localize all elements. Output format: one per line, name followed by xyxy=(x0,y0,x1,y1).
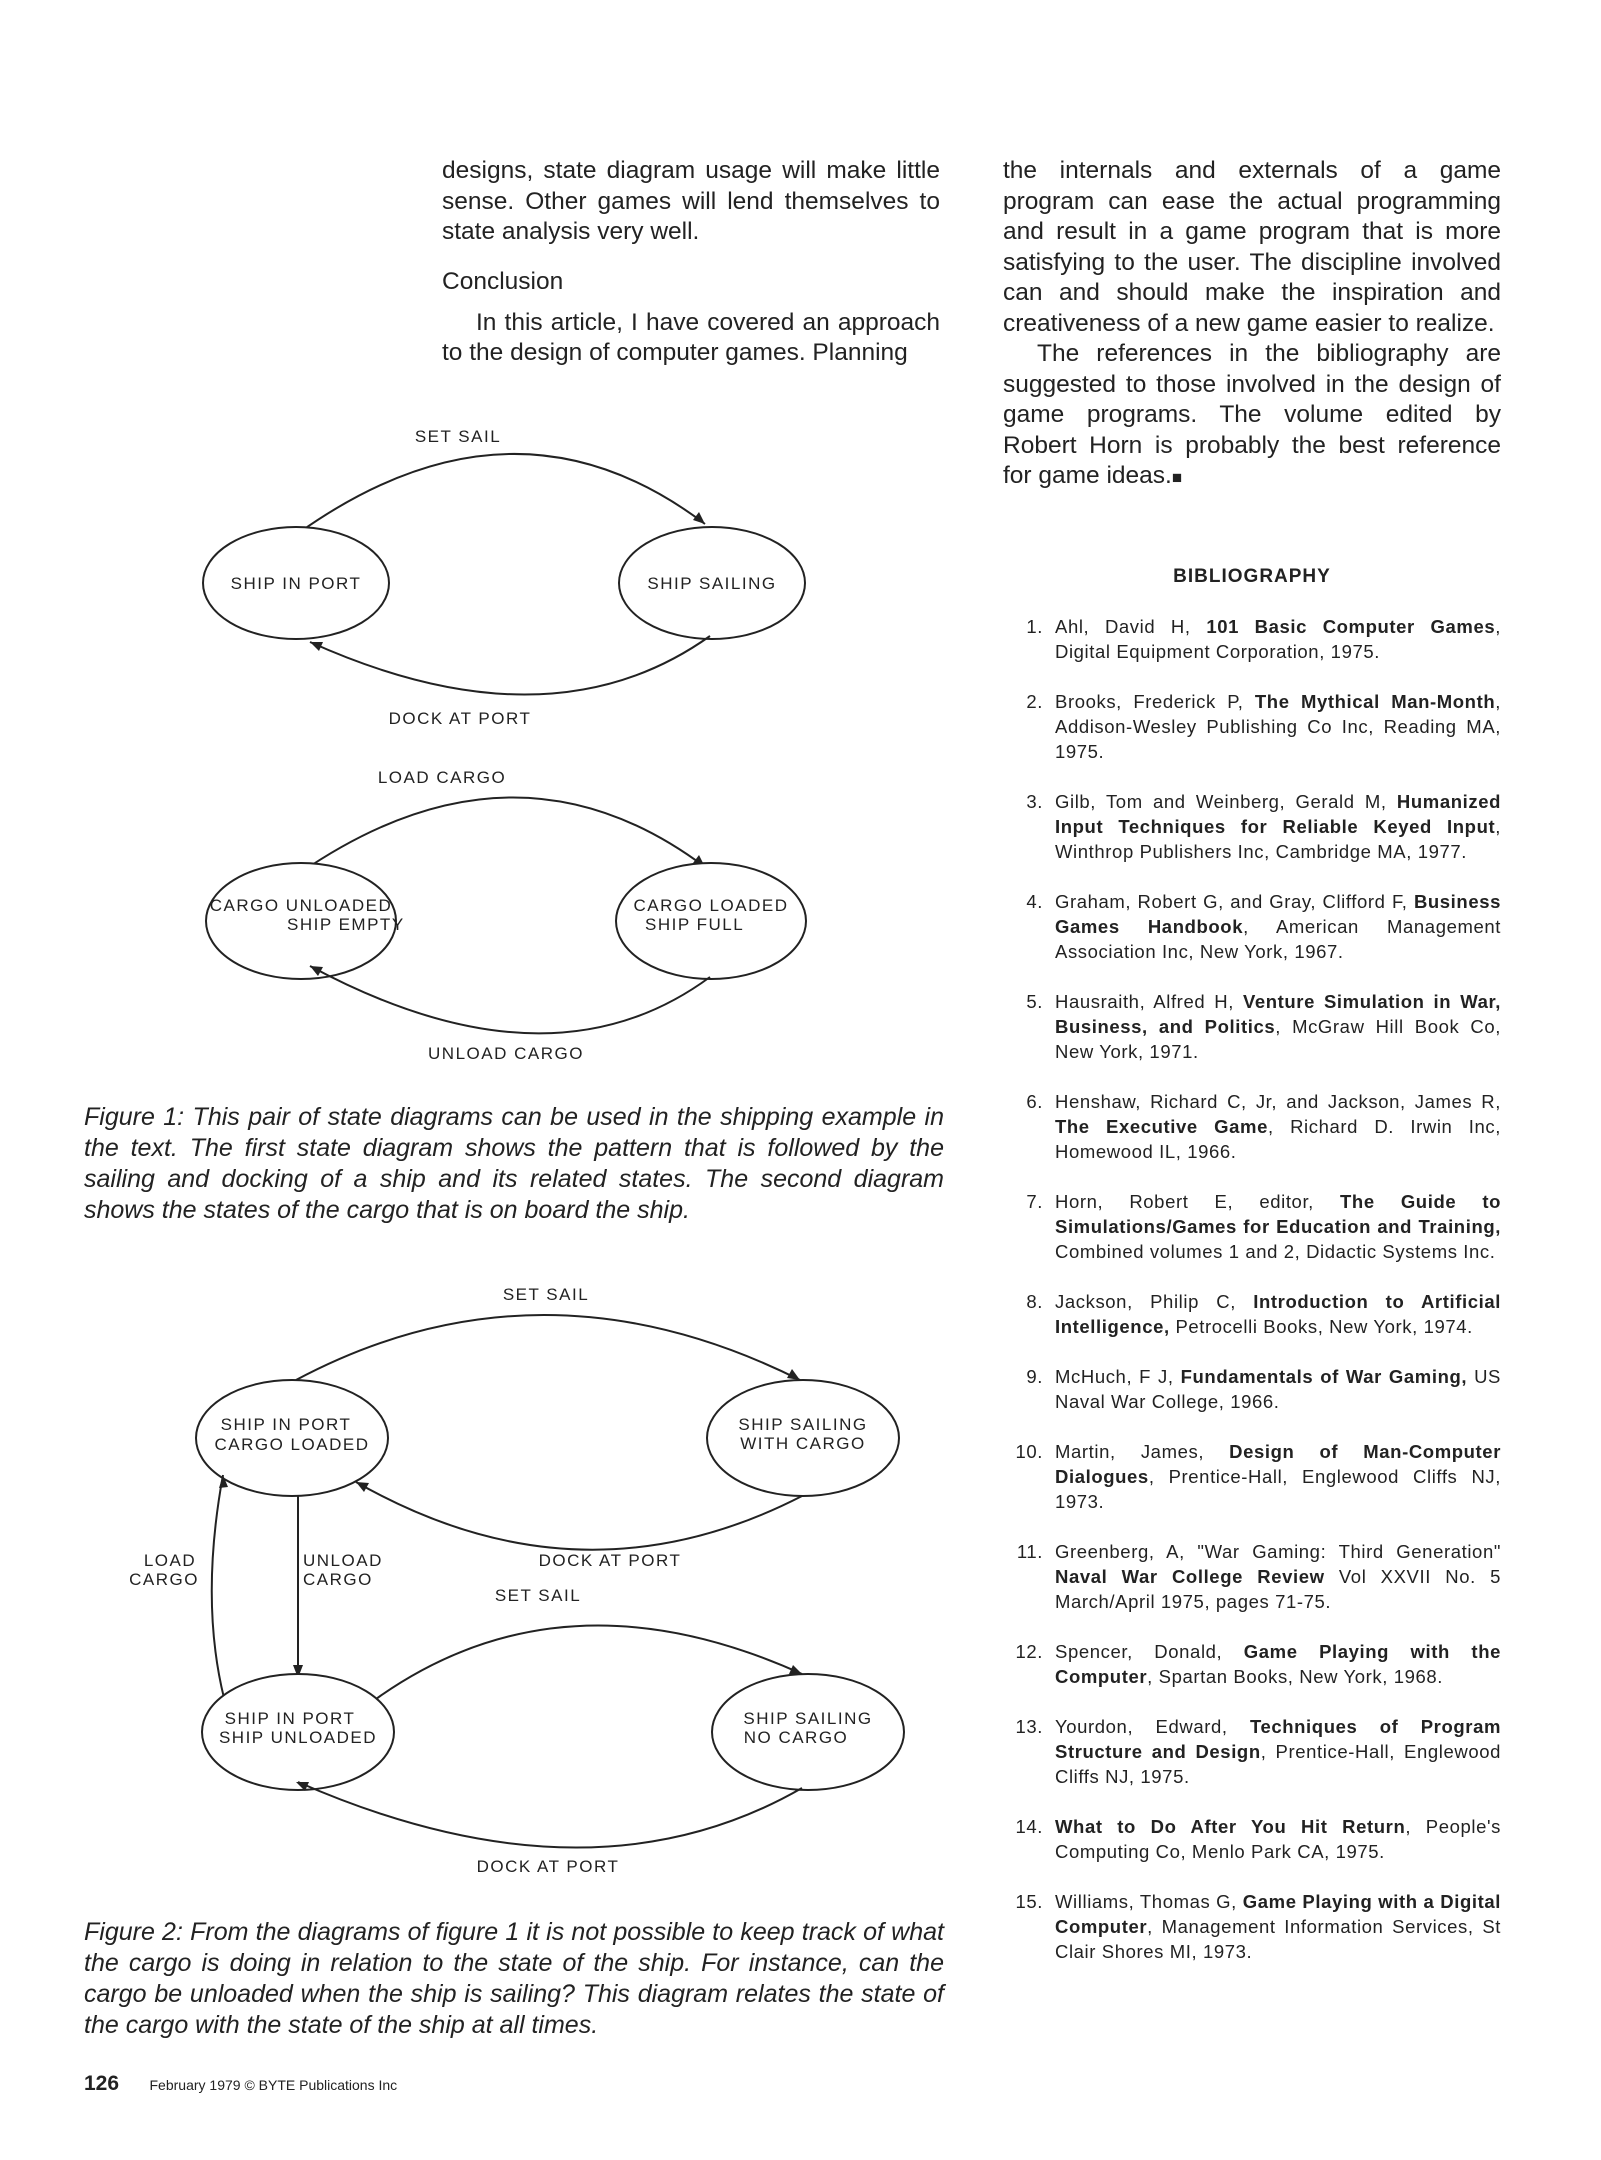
bibliography-entry-publisher: US Naval War College, 1966. xyxy=(1055,1366,1501,1412)
set-sail-arrowhead xyxy=(693,512,705,524)
left-paragraph-2: In this article, I have covered an approach to the design of computer games. Planning xyxy=(442,308,940,366)
figure1-diagram-cargo xyxy=(190,755,830,1075)
bibliography-entry xyxy=(1003,889,1501,964)
bibliography-entry-publisher: , Richard D. Irwin Inc, Homewood IL, 1966. xyxy=(1055,1116,1502,1162)
bibliography-entry-title: Game Playing with a Digital Computer xyxy=(1055,1891,1501,1937)
bibliography-list xyxy=(1003,614,1501,1989)
fig2-dock-upper-arrow xyxy=(356,1482,802,1550)
bibliography-entry-publisher: , Prentice-Hall, Englewood Cliffs NJ, 1975. xyxy=(1055,1741,1501,1787)
state-sailing-with-cargo-line1: SHIP SAILING xyxy=(738,1415,868,1434)
bibliography-entry-number: 5. xyxy=(1026,991,1043,1012)
bibliography-entry xyxy=(1003,1364,1501,1414)
bibliography-entry-publisher: , Prentice-Hall, Englewood Cliffs NJ, 1973. xyxy=(1055,1466,1501,1512)
bibliography-entry-number: 2. xyxy=(1026,691,1043,712)
bibliography-entry-publisher: Combined volumes 1 and 2, Didactic Systems Inc. xyxy=(1055,1241,1496,1262)
bibliography-entry xyxy=(1003,1439,1501,1514)
bibliography-entry-author: Spencer, Donald, xyxy=(1055,1641,1244,1662)
bibliography-entry-title: 101 Basic Computer Games xyxy=(1206,616,1496,637)
bibliography-entry-title: Humanized Input Techniques for Reliable Keyed Input xyxy=(1055,791,1501,837)
bibliography-entry-title: Fundamentals of War Gaming, xyxy=(1180,1366,1468,1387)
bibliography-entry-title: Introduction to Artificial Intelligence, xyxy=(1055,1291,1501,1337)
bibliography-entry-number: 1. xyxy=(1026,616,1043,637)
fig2-set-sail-top-arrowhead xyxy=(787,1369,800,1380)
bibliography-entry-number: 12. xyxy=(1015,1641,1043,1662)
state-cargo-loaded-line2: SHIP FULL xyxy=(645,915,745,934)
bibliography-entry-author: Graham, Robert G, and Gray, Clifford F, xyxy=(1055,891,1414,912)
bibliography-entry-number: 6. xyxy=(1026,1091,1043,1112)
bibliography-entry-number: 8. xyxy=(1026,1291,1043,1312)
bibliography-entry-title: The Executive Game xyxy=(1055,1116,1268,1137)
bibliography-entry-publisher: , McGraw Hill Book Co, New York, 1971. xyxy=(1055,1016,1501,1062)
bibliography-entry-publisher: , Winthrop Publishers Inc, Cambridge MA, 1977. xyxy=(1055,816,1501,862)
bibliography-entry-title: Naval War College Review xyxy=(1055,1566,1325,1587)
bibliography-entry xyxy=(1003,789,1501,864)
bibliography-entry xyxy=(1003,1814,1501,1864)
state-sailing-no-cargo-line1: SHIP SAILING xyxy=(743,1709,873,1728)
bibliography-entry-title: Design of Man-Computer Dialogues xyxy=(1055,1441,1501,1487)
set-sail-arrow xyxy=(300,454,705,532)
state-sailing-no-cargo-line2: NO CARGO xyxy=(743,1728,849,1747)
fig2-load-label-1: LOAD xyxy=(143,1551,197,1570)
fig2-unload-label-2: CARGO xyxy=(303,1570,373,1589)
state-port-loaded-line1: SHIP IN PORT xyxy=(220,1415,352,1434)
bibliography-entry-title: Game Playing with the Computer xyxy=(1055,1641,1501,1687)
bibliography-entry-title: Venture Simulation in War, Business, and Politics xyxy=(1055,991,1501,1037)
bibliography-entry-author: Horn, Robert E, editor, xyxy=(1055,1191,1341,1212)
bibliography-entry xyxy=(1003,1714,1501,1789)
bibliography-entry-number: 10. xyxy=(1015,1441,1043,1462)
bibliography-entry-author: Greenberg, A, "War Gaming: Third Generation" xyxy=(1055,1541,1501,1562)
state-sailing-with-cargo-line2: WITH CARGO xyxy=(740,1434,866,1453)
bibliography-title: BIBLIOGRAPHY xyxy=(1173,566,1331,587)
bibliography-entry xyxy=(1003,689,1501,764)
bibliography-entry-publisher: , American Management Association Inc, New York, 1967. xyxy=(1055,916,1502,962)
end-mark: ■ xyxy=(1171,468,1183,487)
bibliography-entry-author: Hausraith, Alfred H, xyxy=(1055,991,1243,1012)
bibliography-entry-author: Gilb, Tom and Weinberg, Gerald M, xyxy=(1055,791,1397,812)
page-number: 126 xyxy=(84,2072,120,2095)
page-footer xyxy=(84,2072,397,2096)
load-cargo-arrow xyxy=(300,797,705,873)
bibliography-entry-title: The Guide to Simulations/Games for Education and Training, xyxy=(1055,1191,1501,1237)
bibliography-entry xyxy=(1003,1539,1501,1614)
fig2-load-cargo-arrow xyxy=(212,1475,224,1698)
unload-cargo-label: UNLOAD CARGO xyxy=(428,1044,584,1063)
bibliography-entry-title: Business Games Handbook xyxy=(1055,891,1501,937)
bibliography-entry-publisher: , Addison-Wesley Publishing Co Inc, Reading MA, 1975. xyxy=(1055,691,1501,762)
bibliography-entry-author: Ahl, David H, xyxy=(1055,616,1207,637)
fig2-dock-upper-arrowhead xyxy=(356,1482,369,1492)
state-port-unloaded-line2: SHIP UNLOADED xyxy=(218,1728,378,1747)
unload-cargo-arrow xyxy=(310,966,710,1033)
fig2-set-sail-lower-label: SET SAIL xyxy=(494,1586,582,1605)
fig2-load-label-2: CARGO xyxy=(129,1570,199,1589)
bibliography-entry-number: 14. xyxy=(1015,1816,1043,1837)
state-ship-in-port-label: SHIP IN PORT xyxy=(230,574,362,593)
bibliography-entry xyxy=(1003,1289,1501,1339)
right-paragraph-2-text: The references in the bibliography are suggested to those involved in the design of game programs. The volume edited by Robert Horn is probably the best reference for game ideas. xyxy=(1003,340,1501,489)
footer-publication: February 1979 © BYTE Publications Inc xyxy=(149,2077,398,2093)
bibliography-entry-publisher: , Spartan Books, New York, 1968. xyxy=(1147,1666,1444,1687)
bibliography-entry-author: Martin, James, xyxy=(1055,1441,1230,1462)
bibliography-entry xyxy=(1003,989,1501,1064)
bibliography-entry-author: Williams, Thomas G, xyxy=(1055,1891,1243,1912)
fig2-dock-upper-label: DOCK AT PORT xyxy=(538,1551,682,1570)
state-cargo-unloaded-line2: SHIP EMPTY xyxy=(287,915,405,934)
fig2-unload-label-1: UNLOAD xyxy=(303,1551,383,1570)
set-sail-label: SET SAIL xyxy=(414,427,502,446)
bibliography-entry-publisher: , Digital Equipment Corporation, 1975. xyxy=(1055,616,1501,662)
bibliography-entry-number: 13. xyxy=(1015,1716,1043,1737)
bibliography-entry-author: Yourdon, Edward, xyxy=(1055,1716,1250,1737)
figure1-caption: Figure 1: This pair of state diagrams can be used in the shipping example in the text. The first state diagram shows the pattern that is followed by the sailing and docking of a ship and its related states. The second diagram shows the states of the cargo that is on board the ship. xyxy=(84,1103,944,1224)
fig2-dock-lower-label: DOCK AT PORT xyxy=(476,1857,620,1876)
bibliography-entry-number: 11. xyxy=(1016,1541,1043,1562)
load-cargo-label: LOAD CARGO xyxy=(377,768,507,787)
bibliography-entry xyxy=(1003,1189,1501,1264)
state-port-loaded-line2: CARGO LOADED xyxy=(214,1435,370,1454)
bibliography-entry xyxy=(1003,1639,1501,1689)
figure1-diagram-ship xyxy=(190,420,830,740)
bibliography-entry-number: 3. xyxy=(1026,791,1043,812)
bibliography-entry-publisher: , Management Information Services, St Clair Shores MI, 1973. xyxy=(1055,1916,1501,1962)
state-cargo-loaded-line1: CARGO LOADED xyxy=(633,896,789,915)
right-column xyxy=(1003,156,1501,494)
bibliography-entry-author: McHuch, F J, xyxy=(1055,1366,1181,1387)
bibliography-entry-title: Techniques of Program Structure and Design xyxy=(1055,1716,1502,1762)
bibliography-entry-author: Jackson, Philip C, xyxy=(1055,1291,1254,1312)
bibliography-entry-number: 9. xyxy=(1026,1366,1043,1387)
conclusion-heading: Conclusion xyxy=(442,267,564,295)
figure2-caption: Figure 2: From the diagrams of figure 1 it is not possible to keep track of what the cargo is doing in relation to the state of the ship. For instance, can the cargo be unloaded when the ship is sailing? This diagram relates the state of the cargo with the state of the ship at all times. xyxy=(84,1918,944,2039)
left-paragraph-1: designs, state diagram usage will make little sense. Other games will lend themselves to state analysis very well. xyxy=(442,157,940,245)
state-port-unloaded-line1: SHIP IN PORT xyxy=(224,1709,356,1728)
figure2-diagram xyxy=(120,1270,920,1890)
fig2-set-sail-top-arrow xyxy=(296,1315,800,1380)
bibliography-entry xyxy=(1003,614,1501,664)
bibliography-entry-author: Henshaw, Richard C, Jr, and Jackson, James R, xyxy=(1055,1091,1501,1112)
bibliography-entry xyxy=(1003,1889,1501,1964)
bibliography-entry-title: The Mythical Man-Month xyxy=(1254,691,1496,712)
bibliography-entry-number: 4. xyxy=(1026,891,1043,912)
bibliography-entry xyxy=(1003,1089,1501,1164)
state-cargo-unloaded-line1: CARGO UNLOADED xyxy=(209,896,393,915)
bibliography-entry-number: 7. xyxy=(1026,1191,1043,1212)
bibliography-entry-number: 15. xyxy=(1015,1891,1043,1912)
state-ship-sailing-label: SHIP SAILING xyxy=(647,574,777,593)
bibliography-entry-publisher: Petrocelli Books, New York, 1974. xyxy=(1169,1316,1473,1337)
dock-at-port-label: DOCK AT PORT xyxy=(388,709,532,728)
right-paragraph-2 xyxy=(1003,339,1501,494)
left-column xyxy=(442,156,940,369)
bibliography-entry-title: What to Do After You Hit Return xyxy=(1055,1816,1406,1837)
bibliography-entry-publisher: Vol XXVII No. 5 March/April 1975, pages 71-75. xyxy=(1055,1566,1501,1612)
dock-at-port-arrow xyxy=(310,636,710,695)
fig2-dock-lower-arrow xyxy=(298,1782,802,1848)
bibliography-entry-publisher: , People's Computing Co, Menlo Park CA, 1975. xyxy=(1055,1816,1501,1862)
right-paragraph-1: the internals and externals of a game program can ease the actual programming and result in a game program that is more satisfying to the user. The discipline involved can and should make the inspiration and creativeness of a new game easier to realize. xyxy=(1003,157,1501,337)
fig2-set-sail-top-label: SET SAIL xyxy=(502,1285,590,1304)
bibliography-entry-author: Brooks, Frederick P, xyxy=(1055,691,1255,712)
